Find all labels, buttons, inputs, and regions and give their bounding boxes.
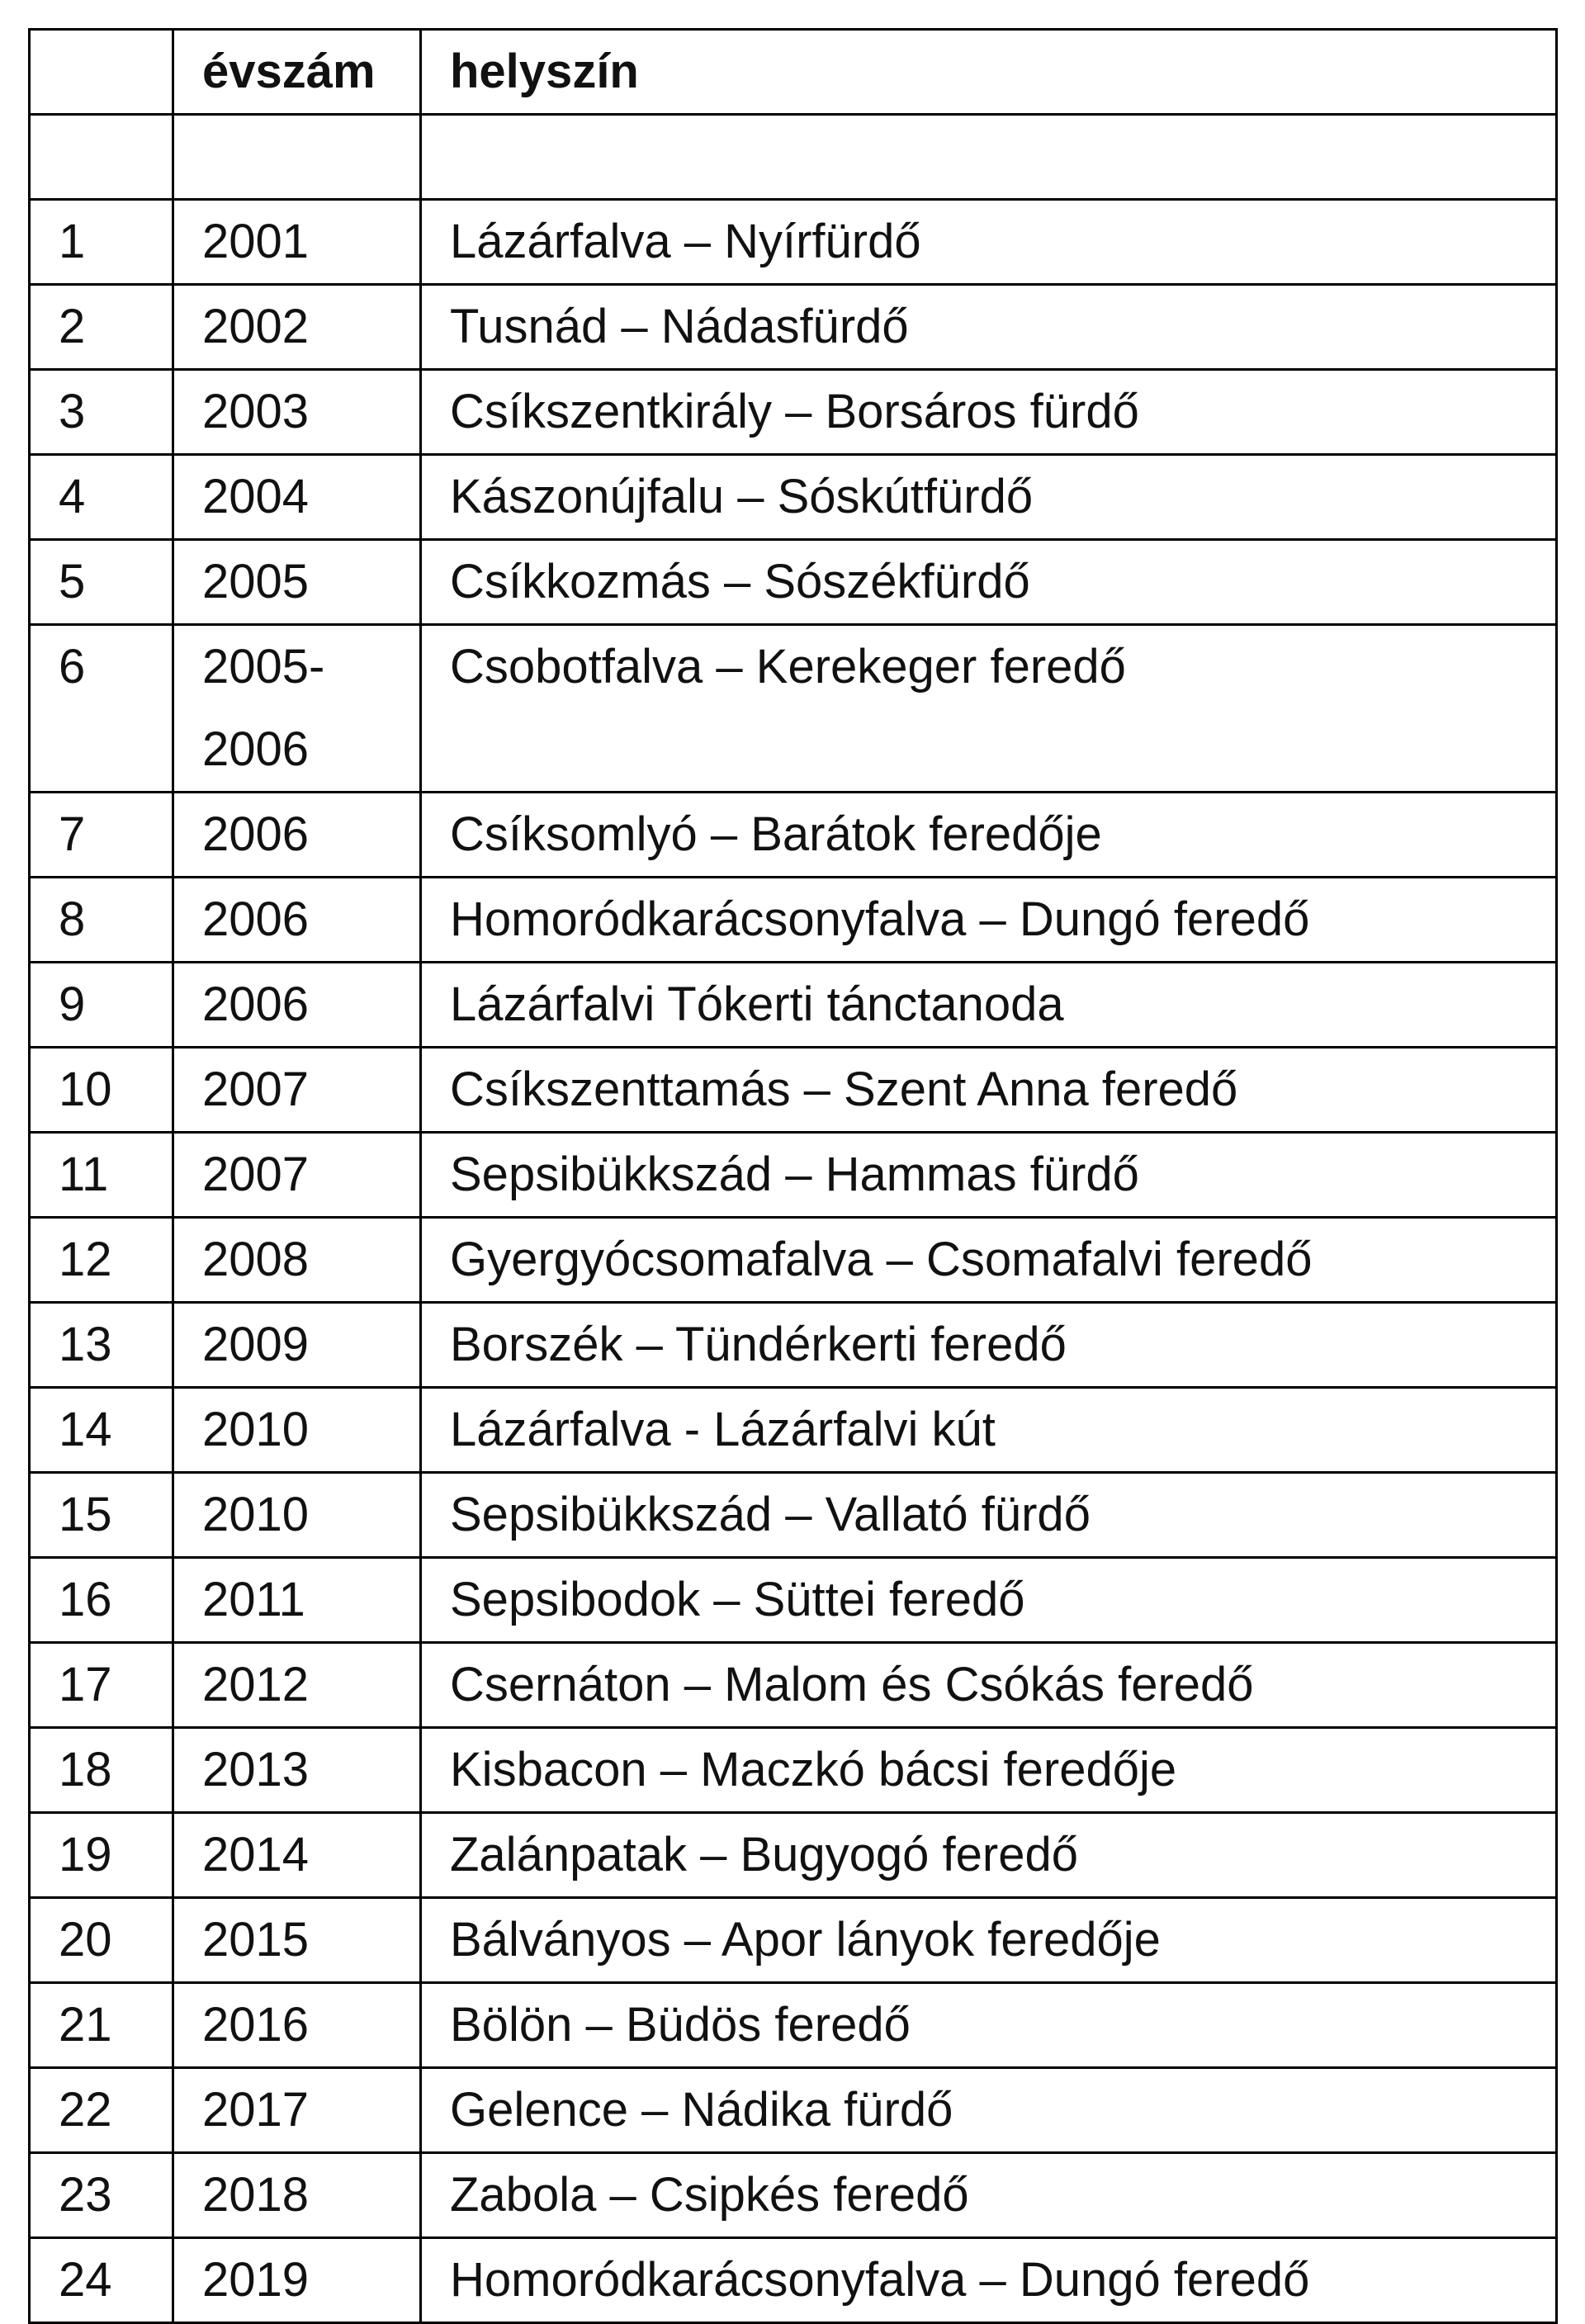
table-row bbox=[30, 2153, 1557, 2238]
row-number-cell: 15 bbox=[30, 1473, 173, 1558]
year-cell: 2009 bbox=[173, 1303, 421, 1388]
location-cell: Csíkszenttamás – Szent Anna feredő bbox=[421, 1048, 1557, 1133]
row-number-cell: 1 bbox=[30, 200, 173, 285]
year-cell: 2016 bbox=[173, 1983, 421, 2068]
location-cell: Kászonújfalu – Sóskútfürdő bbox=[421, 455, 1557, 540]
row-number-cell: 11 bbox=[30, 1133, 173, 1218]
table-row bbox=[30, 1303, 1557, 1388]
year-cell: 2017 bbox=[173, 2068, 421, 2153]
row-number-cell: 23 bbox=[30, 2153, 173, 2238]
empty-cell bbox=[30, 115, 173, 200]
table-row bbox=[30, 1983, 1557, 2068]
location-cell: Sepsibükkszád – Vallató fürdő bbox=[421, 1473, 1557, 1558]
year-cell: 2010 bbox=[173, 1473, 421, 1558]
table-row bbox=[30, 540, 1557, 625]
empty-cell bbox=[421, 115, 1557, 200]
location-cell: Zabola – Csipkés feredő bbox=[421, 2153, 1557, 2238]
row-number-cell: 24 bbox=[30, 2238, 173, 2323]
location-cell: Sepsibodok – Süttei feredő bbox=[421, 1558, 1557, 1643]
location-cell: Csobotfalva – Kerekeger feredő bbox=[421, 625, 1557, 793]
table-row bbox=[30, 370, 1557, 455]
year-cell: 2006 bbox=[173, 963, 421, 1048]
location-cell: Borszék – Tündérkerti feredő bbox=[421, 1303, 1557, 1388]
empty-cell bbox=[173, 115, 421, 200]
row-number-cell: 8 bbox=[30, 878, 173, 963]
location-cell: Lázárfalva – Nyírfürdő bbox=[421, 200, 1557, 285]
location-cell: Csíkszentkirály – Borsáros fürdő bbox=[421, 370, 1557, 455]
location-cell: Homoródkarácsonyfalva – Dungó feredő bbox=[421, 2238, 1557, 2323]
location-cell: Tusnád – Nádasfürdő bbox=[421, 285, 1557, 370]
location-cell: Bálványos – Apor lányok feredője bbox=[421, 1898, 1557, 1983]
table-row bbox=[30, 1813, 1557, 1898]
table-row bbox=[30, 455, 1557, 540]
table-row bbox=[30, 1728, 1557, 1813]
table-row bbox=[30, 878, 1557, 963]
year-cell: 2006 bbox=[173, 878, 421, 963]
table-row bbox=[30, 793, 1557, 878]
table-row bbox=[30, 963, 1557, 1048]
year-cell bbox=[173, 625, 421, 793]
row-number-cell: 20 bbox=[30, 1898, 173, 1983]
header-location-cell: helyszín bbox=[421, 30, 1557, 115]
year-cell: 2008 bbox=[173, 1218, 421, 1303]
table-row bbox=[30, 1048, 1557, 1133]
year-cell: 2014 bbox=[173, 1813, 421, 1898]
location-cell: Csíkkozmás – Sószékfürdő bbox=[421, 540, 1557, 625]
table-row bbox=[30, 1218, 1557, 1303]
table-row bbox=[30, 1898, 1557, 1983]
year-cell: 2001 bbox=[173, 200, 421, 285]
row-number-cell: 2 bbox=[30, 285, 173, 370]
row-number-cell: 12 bbox=[30, 1218, 173, 1303]
row-number-cell: 4 bbox=[30, 455, 173, 540]
row-number-cell: 13 bbox=[30, 1303, 173, 1388]
table-row bbox=[30, 1473, 1557, 1558]
location-cell: Lázárfalvi Tókerti tánctanoda bbox=[421, 963, 1557, 1048]
year-cell: 2007 bbox=[173, 1133, 421, 1218]
row-number-cell: 18 bbox=[30, 1728, 173, 1813]
year-line-1: 2005- bbox=[202, 640, 325, 693]
table-row bbox=[30, 285, 1557, 370]
year-cell: 2003 bbox=[173, 370, 421, 455]
location-cell: Lázárfalva - Lázárfalvi kút bbox=[421, 1388, 1557, 1473]
row-number-cell: 10 bbox=[30, 1048, 173, 1133]
location-cell: Zalánpatak – Bugyogó feredő bbox=[421, 1813, 1557, 1898]
table-row bbox=[30, 625, 1557, 793]
year-cell: 2007 bbox=[173, 1048, 421, 1133]
location-cell: Homoródkarácsonyfalva – Dungó feredő bbox=[421, 878, 1557, 963]
row-number-cell: 5 bbox=[30, 540, 173, 625]
year-cell: 2005 bbox=[173, 540, 421, 625]
location-cell: Csíksomlyó – Barátok feredője bbox=[421, 793, 1557, 878]
row-number-cell: 14 bbox=[30, 1388, 173, 1473]
location-cell: Gelence – Nádika fürdő bbox=[421, 2068, 1557, 2153]
year-cell: 2011 bbox=[173, 1558, 421, 1643]
row-number-cell: 3 bbox=[30, 370, 173, 455]
empty-row bbox=[30, 115, 1557, 200]
events-table bbox=[28, 28, 1558, 2324]
header-year-cell: évszám bbox=[173, 30, 421, 115]
table-row bbox=[30, 1388, 1557, 1473]
location-cell: Sepsibükkszád – Hammas fürdő bbox=[421, 1133, 1557, 1218]
row-number-cell: 16 bbox=[30, 1558, 173, 1643]
location-cell: Gyergyócsomafalva – Csomafalvi feredő bbox=[421, 1218, 1557, 1303]
location-cell: Bölön – Büdös feredő bbox=[421, 1983, 1557, 2068]
year-line-2: 2006 bbox=[202, 722, 310, 776]
header-number-cell bbox=[30, 30, 173, 115]
location-cell: Csernáton – Malom és Csókás feredő bbox=[421, 1643, 1557, 1728]
row-number-cell: 9 bbox=[30, 963, 173, 1048]
table-row bbox=[30, 2068, 1557, 2153]
row-number-cell: 19 bbox=[30, 1813, 173, 1898]
year-cell: 2015 bbox=[173, 1898, 421, 1983]
table-row bbox=[30, 1133, 1557, 1218]
year-cell: 2006 bbox=[173, 793, 421, 878]
row-number-cell: 17 bbox=[30, 1643, 173, 1728]
year-cell: 2018 bbox=[173, 2153, 421, 2238]
year-cell: 2010 bbox=[173, 1388, 421, 1473]
row-number-cell: 7 bbox=[30, 793, 173, 878]
location-cell: Kisbacon – Maczkó bácsi feredője bbox=[421, 1728, 1557, 1813]
table-row bbox=[30, 2238, 1557, 2323]
year-cell: 2002 bbox=[173, 285, 421, 370]
table-header-row bbox=[30, 30, 1557, 115]
table-row bbox=[30, 200, 1557, 285]
year-cell: 2013 bbox=[173, 1728, 421, 1813]
table-row bbox=[30, 1643, 1557, 1728]
row-number-cell: 6 bbox=[30, 625, 173, 793]
year-cell: 2019 bbox=[173, 2238, 421, 2323]
row-number-cell: 22 bbox=[30, 2068, 173, 2153]
year-cell: 2012 bbox=[173, 1643, 421, 1728]
year-cell: 2004 bbox=[173, 455, 421, 540]
table-row bbox=[30, 1558, 1557, 1643]
row-number-cell: 21 bbox=[30, 1983, 173, 2068]
